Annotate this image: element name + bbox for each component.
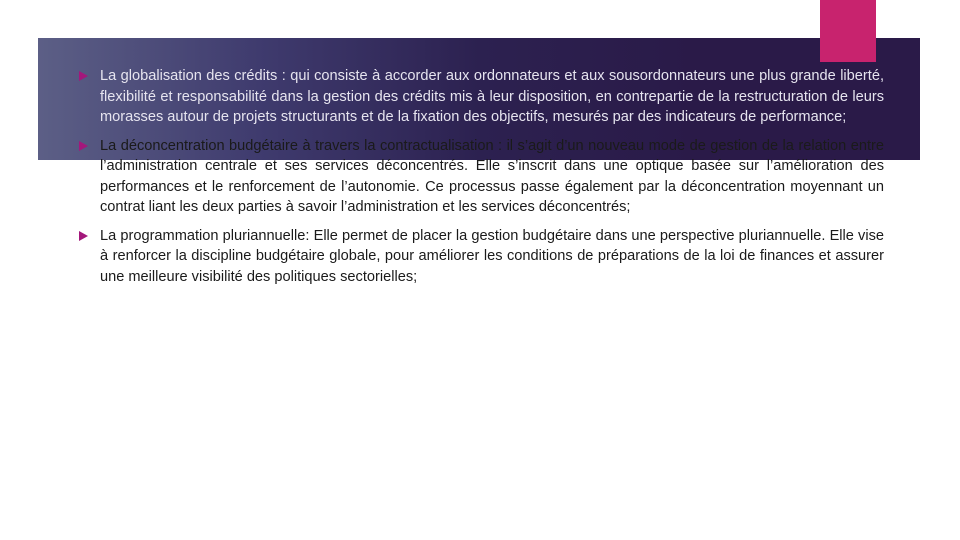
accent-bar [820, 0, 876, 62]
bullet-text-globalisation: La globalisation des crédits : qui consiste à accorder aux ordonnateurs et aux sousordonnateurs une plus grande liberté, flexibilité et responsabilité dans la gestion des crédits mis à leur disposition, en contrepartie de la restructuration de leurs morasses autour de projets structurants et de la fixation des objectifs, mesurés par des indicateurs de performance; [100, 68, 884, 125]
bullet-item-deconcentration [76, 136, 884, 218]
triangle-right-icon [76, 226, 100, 246]
triangle-right-icon [76, 136, 100, 156]
bullet-list [76, 66, 884, 287]
triangle-right-icon [76, 66, 100, 86]
bullet-item-programmation [76, 226, 884, 288]
bullet-text-programmation: La programmation pluriannuelle: Elle permet de placer la gestion budgétaire dans une perspective pluriannuelle. Elle vise à renforcer la discipline budgétaire globale, pour améliorer les conditions de préparations de la loi de finances et assurer une meilleure visibilité des politiques sectorielles; [100, 227, 884, 285]
bullet-item-globalisation [76, 66, 884, 128]
bullet-text-deconcentration: La déconcentration budgétaire à travers la contractualisation : il s’agit d’un nouveau mode de gestion de la relation entre l’administration centrale et ses services déconcentrés. Elle s’inscrit dans une optique basée sur l’amélioration des performances et le renforcement de l’autonomie. Ce processus passe également par la déconcentration moyennant un contrat liant les deux parties à savoir l’administration et les services déconcentrés; [100, 137, 884, 215]
